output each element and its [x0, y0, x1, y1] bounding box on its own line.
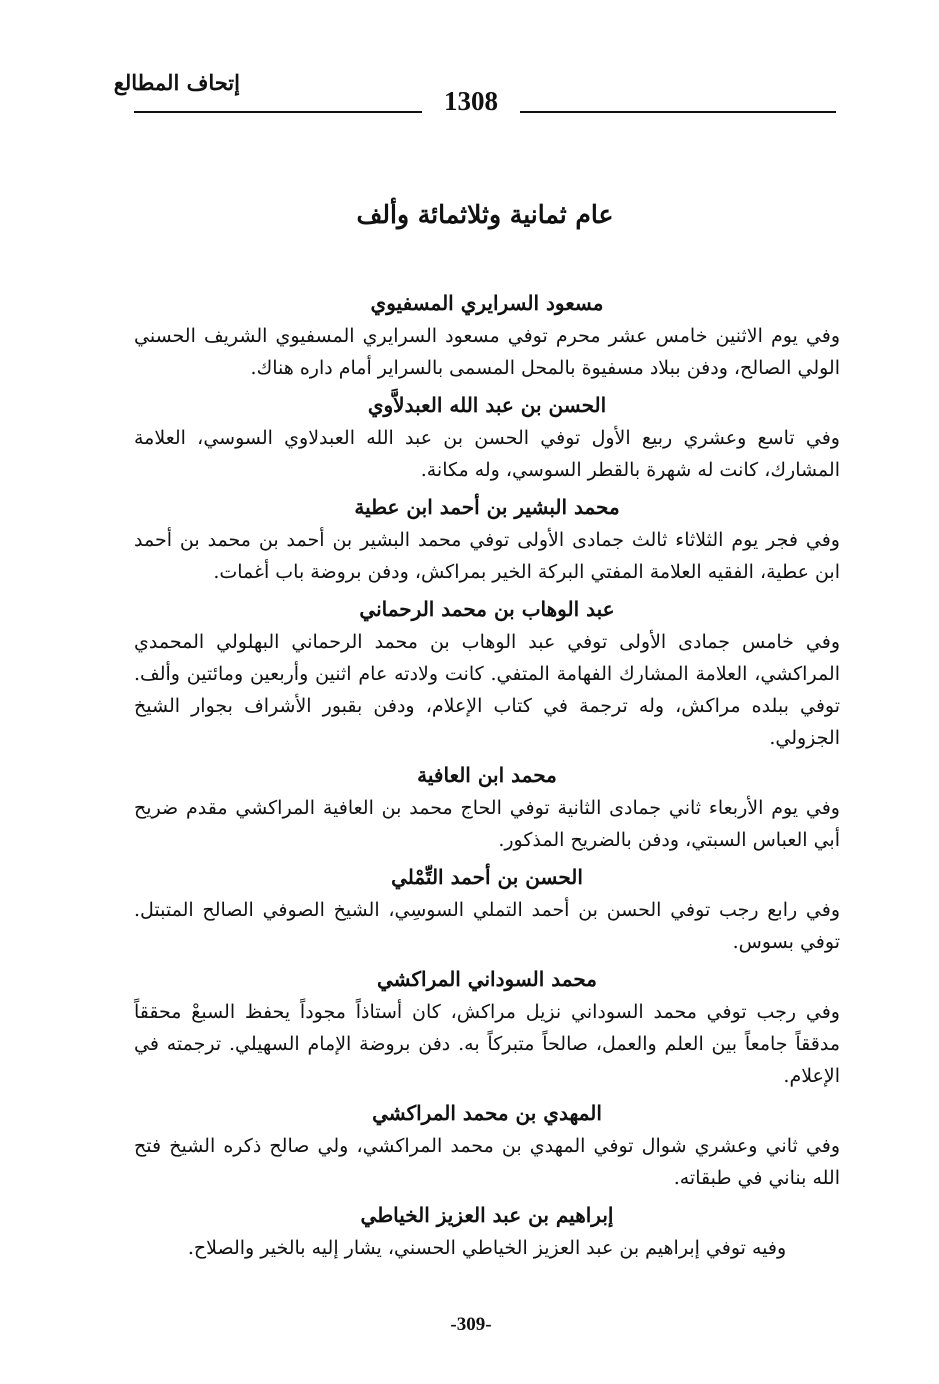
- entry-text: وفيه توفي إبراهيم بن عبد العزيز الخياطي الحسني، يشار إليه بالخير والصلاح.: [187, 1237, 787, 1259]
- entry: [134, 592, 840, 754]
- entry: [134, 1096, 840, 1194]
- entry-name: الحسن بن عبد الله العبدلاَّوي: [367, 393, 607, 417]
- entry-name: المهدي بن محمد المراكشي: [372, 1101, 602, 1125]
- entry-text: وفي يوم الاثنين خامس عشر محرم توفي مسعود السرايري المسفيوي الشريف الحسني الولي الصالح، ودفن ببلاد مسفيوة بالمحل المسمى بالسراير أمام داره هناك.: [134, 325, 840, 379]
- entry-name: محمد السوداني المراكشي: [377, 967, 597, 991]
- entry: [134, 758, 840, 856]
- entry: [134, 860, 840, 958]
- entry: [134, 490, 840, 588]
- entry-name: إبراهيم بن عبد العزيز الخياطي: [360, 1203, 614, 1227]
- entry-name: عبد الوهاب بن محمد الرحماني: [359, 597, 615, 621]
- section-title: عام ثمانية وثلاثمائة وألف: [356, 200, 614, 229]
- header-rule-right: [520, 111, 836, 113]
- entry-text: وفي خامس جمادى الأولى توفي عبد الوهاب بن محمد الرحماني البهلولي المحمدي المراكشي، العلامة المشارك الفهامة المتفي. كانت ولادته عام اثنين وأربعين ومائتين وألف. توفي ببلده مراكش، وله ترجمة في كتاب الإعلام، ودفن بقبور الأشراف بجوار الشيخ الجزولي.: [134, 631, 840, 749]
- entry-name: الحسن بن أحمد التِّمْلي: [391, 865, 583, 889]
- footer-page-number: -309-: [450, 1314, 492, 1335]
- running-title: إتحاف المطالع: [113, 70, 240, 95]
- entry-text: وفي تاسع وعشري ربيع الأول توفي الحسن بن عبد الله العبدلاوي السوسي، العلامة المشارك، كانت له شهرة بالقطر السوسي، وله مكانة.: [134, 427, 840, 481]
- entries-list: [134, 286, 840, 1268]
- entry: [134, 962, 840, 1092]
- entry-name: محمد البشير بن أحمد ابن عطية: [354, 495, 620, 519]
- header-year: 1308: [444, 86, 498, 116]
- entry-text: وفي فجر يوم الثلاثاء ثالث جمادى الأولى توفي محمد البشير بن أحمد بن محمد بن أحمد ابن عطية، الفقيه العلامة المفتي البركة الخير بمراكش، ودفن بروضة باب أغمات.: [134, 529, 840, 583]
- header-rule-left: [134, 111, 422, 113]
- entry: [134, 1198, 840, 1264]
- entry-text: وفي ثاني وعشري شوال توفي المهدي بن محمد المراكشي، ولي صالح ذكره الشيخ فتح الله بناني في طبقاته.: [134, 1135, 840, 1189]
- entry-name: مسعود السرايري المسفيوي: [370, 291, 604, 315]
- entry-name: محمد ابن العافية: [417, 763, 557, 787]
- entry-text: وفي رجب توفي محمد السوداني نزيل مراكش، كان أستاذاً مجوداً يحفظ السبعْ محققاً مدققاً جامعاً بين العلم والعمل، صالحاً متبركاً به. دفن بروضة الإمام السهيلي. ترجمته في الإعلام.: [134, 1001, 840, 1087]
- entry-text: وفي يوم الأربعاء ثاني جمادى الثانية توفي الحاج محمد بن العافية المراكشي مقدم ضريح أبي العباس السبتي، ودفن بالضريح المذكور.: [134, 797, 840, 851]
- entry-text: وفي رابع رجب توفي الحسن بن أحمد التملي السوسِي، الشيخ الصوفي الصالح المتبتل. توفي بسوس.: [134, 899, 840, 953]
- entry: [134, 286, 840, 384]
- entry: [134, 388, 840, 486]
